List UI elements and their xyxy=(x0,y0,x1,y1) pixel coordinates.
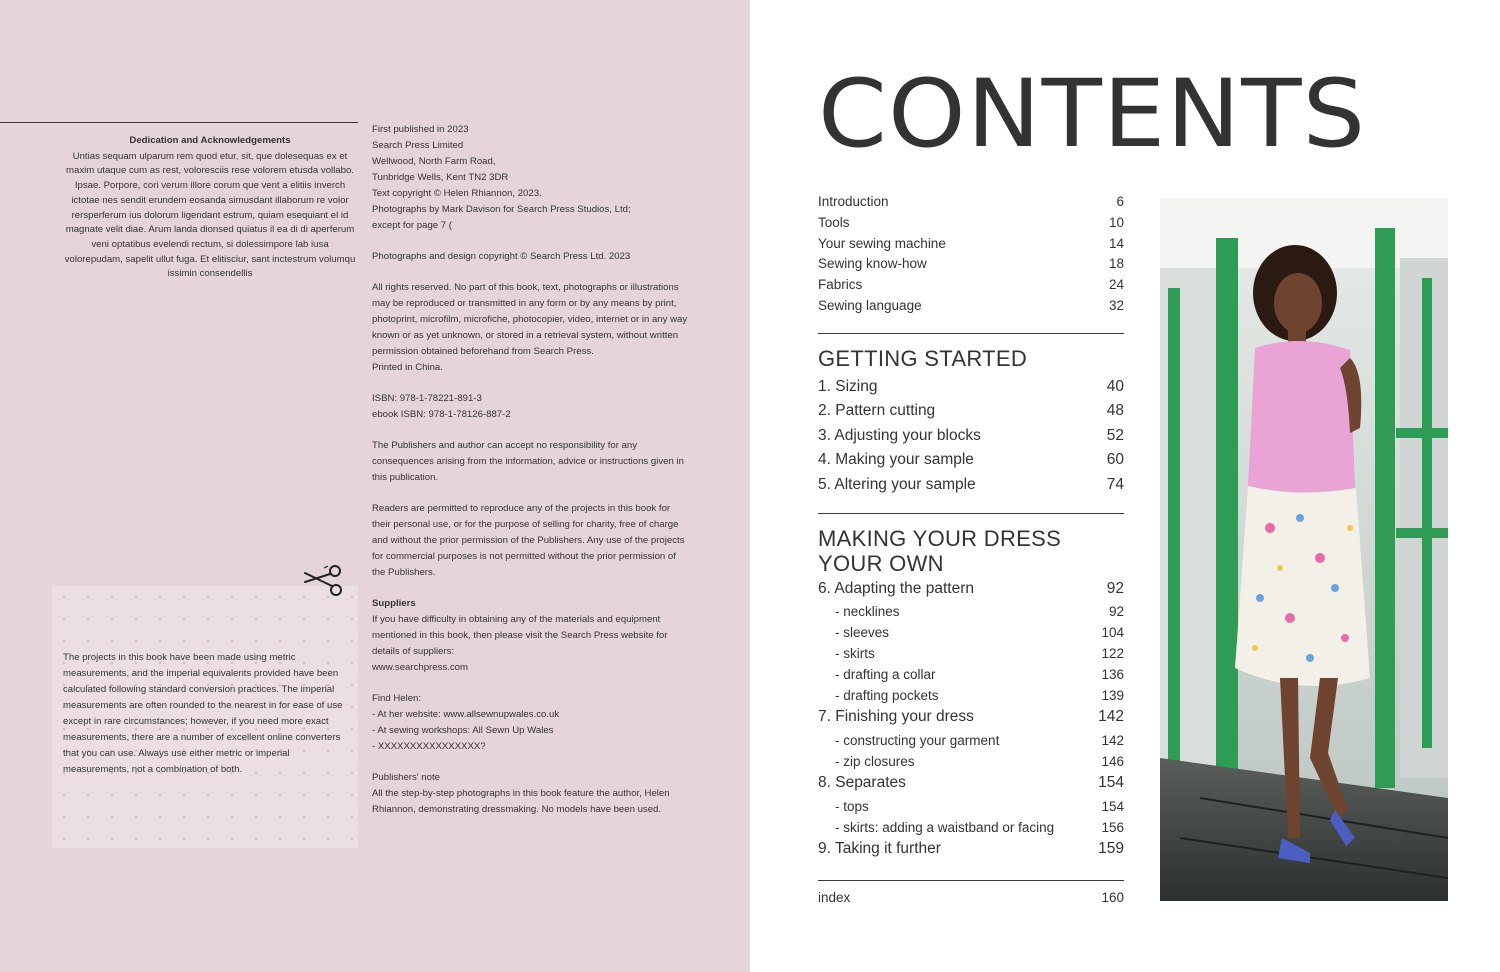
toc-label: - skirts: adding a waistband or facing xyxy=(835,819,1055,835)
toc-row[interactable] xyxy=(818,378,1124,402)
imprint-line: Tunbridge Wells, Kent TN2 3DR xyxy=(372,172,509,183)
imprint-line: Search Press Limited xyxy=(372,140,464,151)
rights-text: All rights reserved. No part of this book, text, photographs or illustrations may be reproduced or transmitted in any form or by any means by print, photoprint, microfilm, microfiche, photocopier, video, internet or in any way known or as yet unknown, or stored in a retrieval system, without written permission obtained beforehand from Search Press. xyxy=(372,282,688,357)
author-photo-illustration xyxy=(1160,198,1448,901)
toc-label: 1. Sizing xyxy=(818,378,878,395)
toc-page: 122 xyxy=(1101,645,1124,661)
toc-label: 3. Adjusting your blocks xyxy=(818,426,981,444)
dedication xyxy=(62,134,358,282)
toc-page: 154 xyxy=(1101,798,1124,814)
toc-subrow[interactable] xyxy=(818,688,1124,709)
imprint-line: Photographs by Mark Davison for Search Press Studios, Ltd; xyxy=(372,204,631,215)
toc-label: index xyxy=(818,890,851,905)
toc-subrow[interactable] xyxy=(818,733,1124,754)
toc-label: Sewing language xyxy=(818,297,922,313)
toc-row[interactable] xyxy=(818,451,1124,475)
toc-row[interactable] xyxy=(818,427,1124,451)
toc-subrow[interactable] xyxy=(818,646,1124,667)
section-title: MAKING YOUR DRESS xyxy=(818,526,1062,551)
toc-index xyxy=(818,890,1124,911)
toc-row[interactable] xyxy=(818,298,1124,319)
toc-page: 48 xyxy=(1106,402,1124,420)
toc-row[interactable] xyxy=(818,256,1124,277)
toc-row[interactable] xyxy=(818,194,1124,215)
toc-row[interactable] xyxy=(818,215,1124,236)
publishers-note: All the step-by-step photographs in this book feature the author, Helen Rhiannon, demonstrating dressmaking. No models have been used. xyxy=(372,788,670,815)
toc-label: 4. Making your sample xyxy=(818,451,974,469)
toc-section-getting-started xyxy=(818,346,1124,500)
section-divider xyxy=(818,333,1124,334)
find-title: Find Helen: xyxy=(372,693,422,704)
toc-page: 136 xyxy=(1101,666,1124,682)
toc-row[interactable] xyxy=(818,236,1124,257)
toc-subrow[interactable] xyxy=(818,754,1124,775)
toc-subrow[interactable] xyxy=(818,799,1124,820)
toc-page: 154 xyxy=(1098,774,1124,792)
toc-page: 146 xyxy=(1101,753,1124,769)
find-line: - At her website: www.allsewnupwales.co.uk xyxy=(372,709,560,720)
toc-label: Fabrics xyxy=(818,277,863,293)
toc-label: - drafting a collar xyxy=(835,666,936,682)
design-copyright: Photographs and design copyright © Search Press Ltd. 2023 xyxy=(372,251,631,262)
imprint-line: Text copyright © Helen Rhiannon, 2023. xyxy=(372,188,542,199)
author-photo xyxy=(1160,198,1448,901)
toc-page: 74 xyxy=(1106,475,1124,493)
toc-page: 142 xyxy=(1101,732,1124,748)
toc-label: - sleeves xyxy=(835,625,890,641)
toc-page: 160 xyxy=(1101,890,1124,905)
toc-section-making-your-dress xyxy=(818,526,1124,865)
toc-page: 52 xyxy=(1106,426,1124,444)
toc-page: 6 xyxy=(1116,194,1124,209)
toc-label: - constructing your garment xyxy=(835,732,1000,748)
toc-label: 6. Adapting the pattern xyxy=(818,580,974,597)
toc-subrow[interactable] xyxy=(818,820,1124,841)
toc-page: 92 xyxy=(1108,604,1124,620)
measurements-note: The projects in this book have been made using metric measurements, and the imperial equivalents provided have been calculated following standard conversion practices. The imperial measurements are often rounded to the nearest in for ease of use except in rare circumstances; however, if you need more exact measurements, there are a number of excellent online converters that you can use. Always use either metric or imperial measurements, not a combination of both. xyxy=(63,652,343,775)
top-rule xyxy=(0,122,358,123)
contents-title: CONTENTS xyxy=(818,60,1367,169)
toc-page: 24 xyxy=(1108,277,1124,293)
toc-page: 14 xyxy=(1108,235,1124,251)
isbn: ISBN: 978-1-78221-891-3 xyxy=(372,393,482,404)
ebook-isbn: ebook ISBN: 978-1-78126-887-2 xyxy=(372,409,511,420)
dedication-title: Dedication and Acknowledgements xyxy=(129,135,291,146)
toc-page: 60 xyxy=(1106,451,1124,469)
toc-page: 40 xyxy=(1106,378,1124,395)
toc-label: 2. Pattern cutting xyxy=(818,402,936,420)
toc-page: 18 xyxy=(1108,256,1124,272)
find-line: - XXXXXXXXXXXXXXXX? xyxy=(372,741,486,752)
toc-label: Your sewing machine xyxy=(818,235,946,251)
section-title-line2: YOUR OWN xyxy=(818,551,944,576)
toc-page: 142 xyxy=(1098,708,1124,726)
toc-row[interactable] xyxy=(818,402,1124,426)
find-line: - At sewing workshops: All Sewn Up Wales xyxy=(372,725,554,736)
suppliers-title: Suppliers xyxy=(372,598,416,609)
readers-text: Readers are permitted to reproduce any of the projects in this book for their personal use, or for the purpose of selling for charity, free of charge and without the prior permission of the Publishers. Any use of the projects for commercial purposes is not permitted without the prior permission of the Publishers. xyxy=(372,503,685,578)
toc-label: - tops xyxy=(835,798,869,814)
section-title: GETTING STARTED xyxy=(818,346,1028,371)
toc-label: 9. Taking it further xyxy=(818,840,941,858)
toc-label: 5. Altering your sample xyxy=(818,475,976,493)
toc-label: - zip closures xyxy=(835,753,915,769)
dedication-body: Untias sequam ulparum rem quod etur, sit, que dolesequas ex et maxim utaque cum as rest, voloresciis rese volorem etusda vollabo. Ipsae. Porpore, cori verum illore corum que vent a elitiis inverch ictotae nes sendit erundem eosanda simusdant illaborum re volor rersperferum ius dolorum ligendant estrum, quiam esequiant el id magnate velit diae. Arum landa dionsed quiatus il ea di di aperferum veni optatibus evelendi rectum, si dolessimpore lab iusa volorepudam, sapelit ullut fuga. Et elitisciur, sant inctestrum volumqu issimin consendellis xyxy=(64,150,356,280)
toc-page: 156 xyxy=(1101,819,1124,835)
suppliers-text: If you have difficulty in obtaining any of the materials and equipment mentioned in this book, then please visit the Search Press website for details of suppliers: xyxy=(372,614,668,657)
toc-label: 8. Separates xyxy=(818,774,906,792)
printed-text: Printed in China. xyxy=(372,362,443,373)
toc-label: 7. Finishing your dress xyxy=(818,708,974,726)
toc-row[interactable] xyxy=(818,774,1124,798)
section-divider xyxy=(818,880,1124,881)
scissors-icon xyxy=(302,562,344,600)
toc-row[interactable] xyxy=(818,476,1124,500)
toc-row[interactable] xyxy=(818,840,1124,864)
toc-page: 159 xyxy=(1098,840,1124,858)
toc-label: - necklines xyxy=(835,604,900,620)
imprint-column xyxy=(372,122,690,833)
suppliers-url: www.searchpress.com xyxy=(372,662,468,673)
toc-page: 32 xyxy=(1108,297,1124,313)
toc-subrow[interactable] xyxy=(818,625,1124,646)
toc-subrow[interactable] xyxy=(818,604,1124,625)
toc-label: Sewing know-how xyxy=(818,256,927,272)
toc-page: 10 xyxy=(1108,214,1124,230)
imprint-line: Wellwood, North Farm Road, xyxy=(372,156,496,167)
toc-label: Tools xyxy=(818,214,850,230)
toc-page: 139 xyxy=(1101,687,1124,703)
toc-page: 92 xyxy=(1106,580,1124,597)
imprint-line: except for page 7 ( xyxy=(372,220,452,231)
toc-intro-list xyxy=(818,194,1124,319)
section-divider xyxy=(818,513,1124,514)
toc-row[interactable] xyxy=(818,890,1124,911)
toc-page: 104 xyxy=(1101,625,1124,641)
toc-row[interactable] xyxy=(818,580,1124,604)
toc-row[interactable] xyxy=(818,708,1124,732)
imprint-line: First published in 2023 xyxy=(372,124,469,135)
toc-label: Introduction xyxy=(818,194,889,209)
toc-label: - drafting pockets xyxy=(835,687,939,703)
toc-row[interactable] xyxy=(818,277,1124,298)
toc-subrow[interactable] xyxy=(818,667,1124,688)
toc-label: - skirts xyxy=(835,645,875,661)
publishers-note-title: Publishers' note xyxy=(372,772,440,783)
liability-text: The Publishers and author can accept no responsibility for any consequences arising from the information, advice or instructions given in this publication. xyxy=(372,440,684,483)
